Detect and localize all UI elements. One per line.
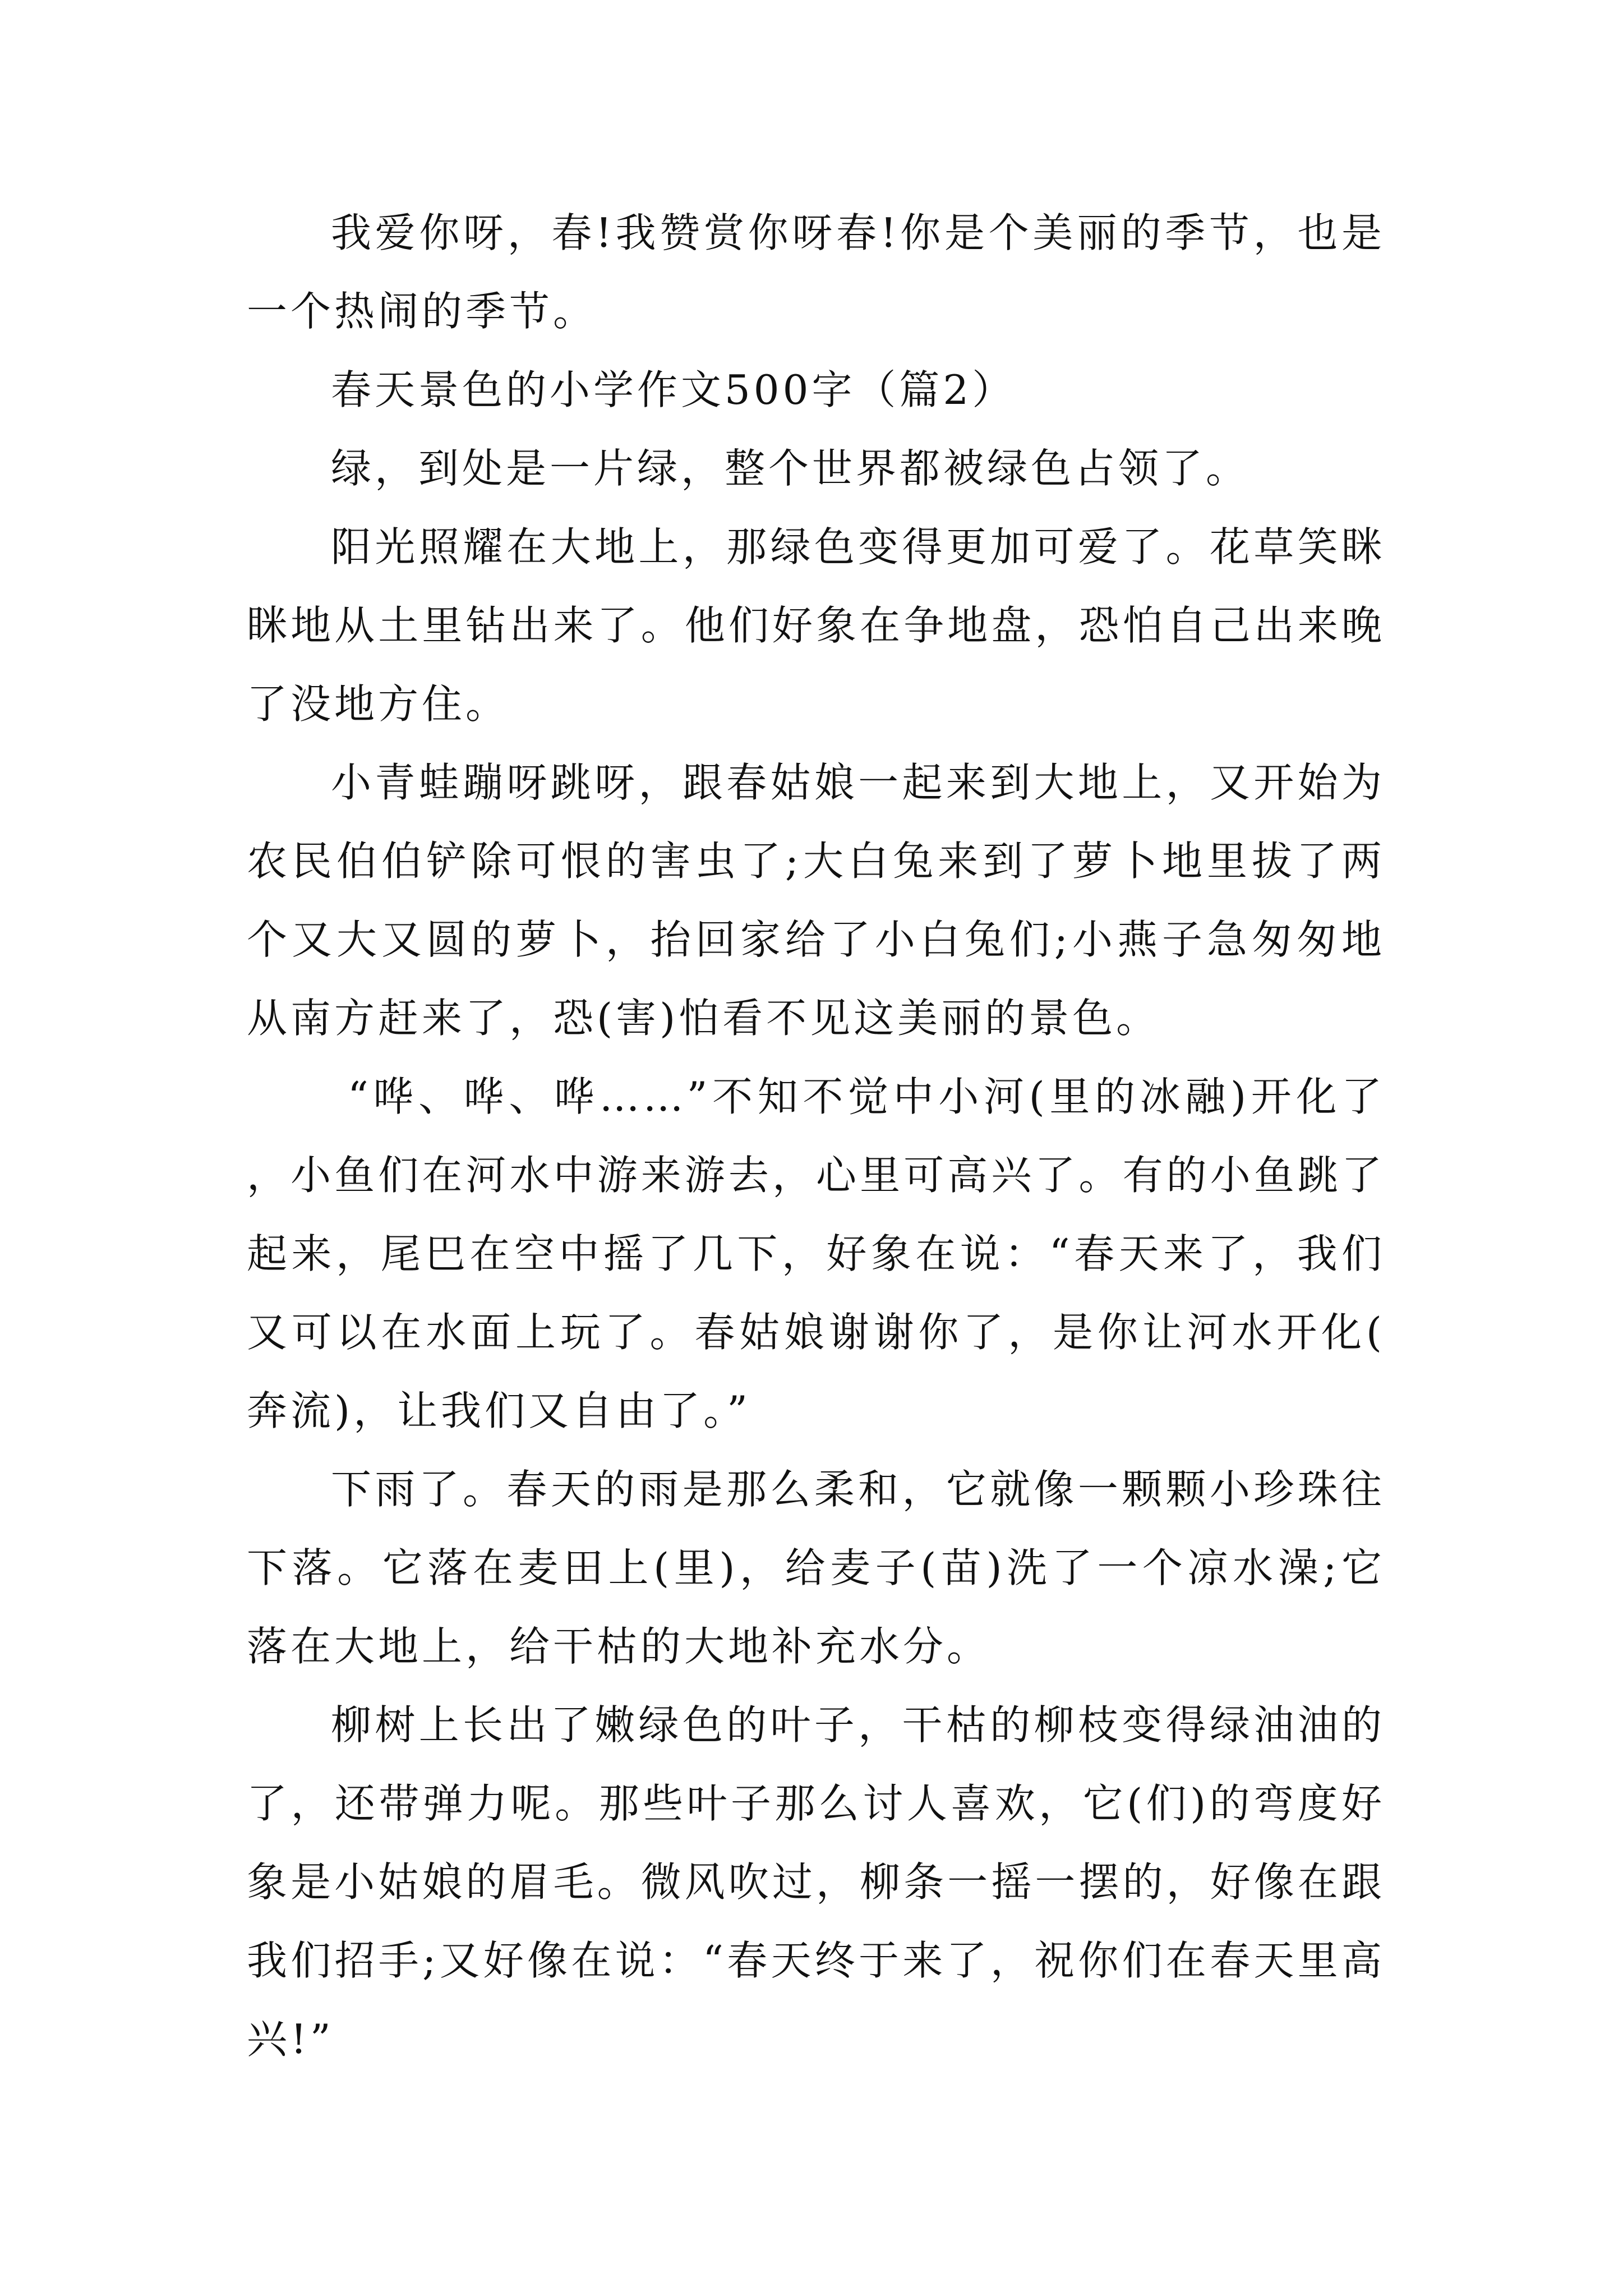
paragraph-frog: 小青蛙蹦呀跳呀，跟春姑娘一起来到大地上，又开始为农民伯伯铲除可恨的害虫了;大白兔来到了萝卜地里拔了两个又大又圆的萝卜，抬回家给了小白兔们;小燕子急匆匆地从南方赶来了，恐(害)怕看不见这美丽的景色。 <box>247 759 1385 1042</box>
section-heading: 春天景色的小学作文500字（篇2） <box>331 366 1016 413</box>
paragraph-willow: 柳树上长出了嫩绿色的叶子，干枯的柳枝变得绿油油的了，还带弹力呢。那些叶子那么讨人喜欢，它(们)的弯度好象是小姑娘的眉毛。微风吹过，柳条一摇一摆的，好像在跟我们招手;又好像在说：“春天终于来了，祝你们在春天里高兴!” <box>247 1701 1385 2063</box>
paragraph-green: 绿，到处是一片绿，整个世界都被绿色占领了。 <box>331 445 1250 492</box>
paragraph-intro-ending: 我爱你呀，春!我赞赏你呀春!你是个美丽的季节，也是一个热闹的季节。 <box>247 209 1385 335</box>
document-body <box>247 194 1385 2078</box>
paragraph-rain: 下雨了。春天的雨是那么柔和，它就像一颗颗小珍珠往下落。它落在麦田上(里)，给麦子(苗)洗了一个凉水澡;它落在大地上，给干枯的大地补充水分。 <box>247 1466 1385 1670</box>
paragraph-river: “哗、哗、哗……”不知不觉中小河(里的冰融)开化了，小鱼们在河水中游来游去，心里可高兴了。有的小鱼跳了起来，尾巴在空中摇了几下，好象在说：“春天来了，我们又可以在水面上玩了。春姑娘谢谢你了，是你让河水开化(奔流)，让我们又自由了。” <box>247 1073 1385 1434</box>
paragraph-sunshine: 阳光照耀在大地上，那绿色变得更加可爱了。花草笑眯眯地从土里钻出来了。他们好象在争地盘，恐怕自己出来晚了没地方住。 <box>247 523 1385 728</box>
